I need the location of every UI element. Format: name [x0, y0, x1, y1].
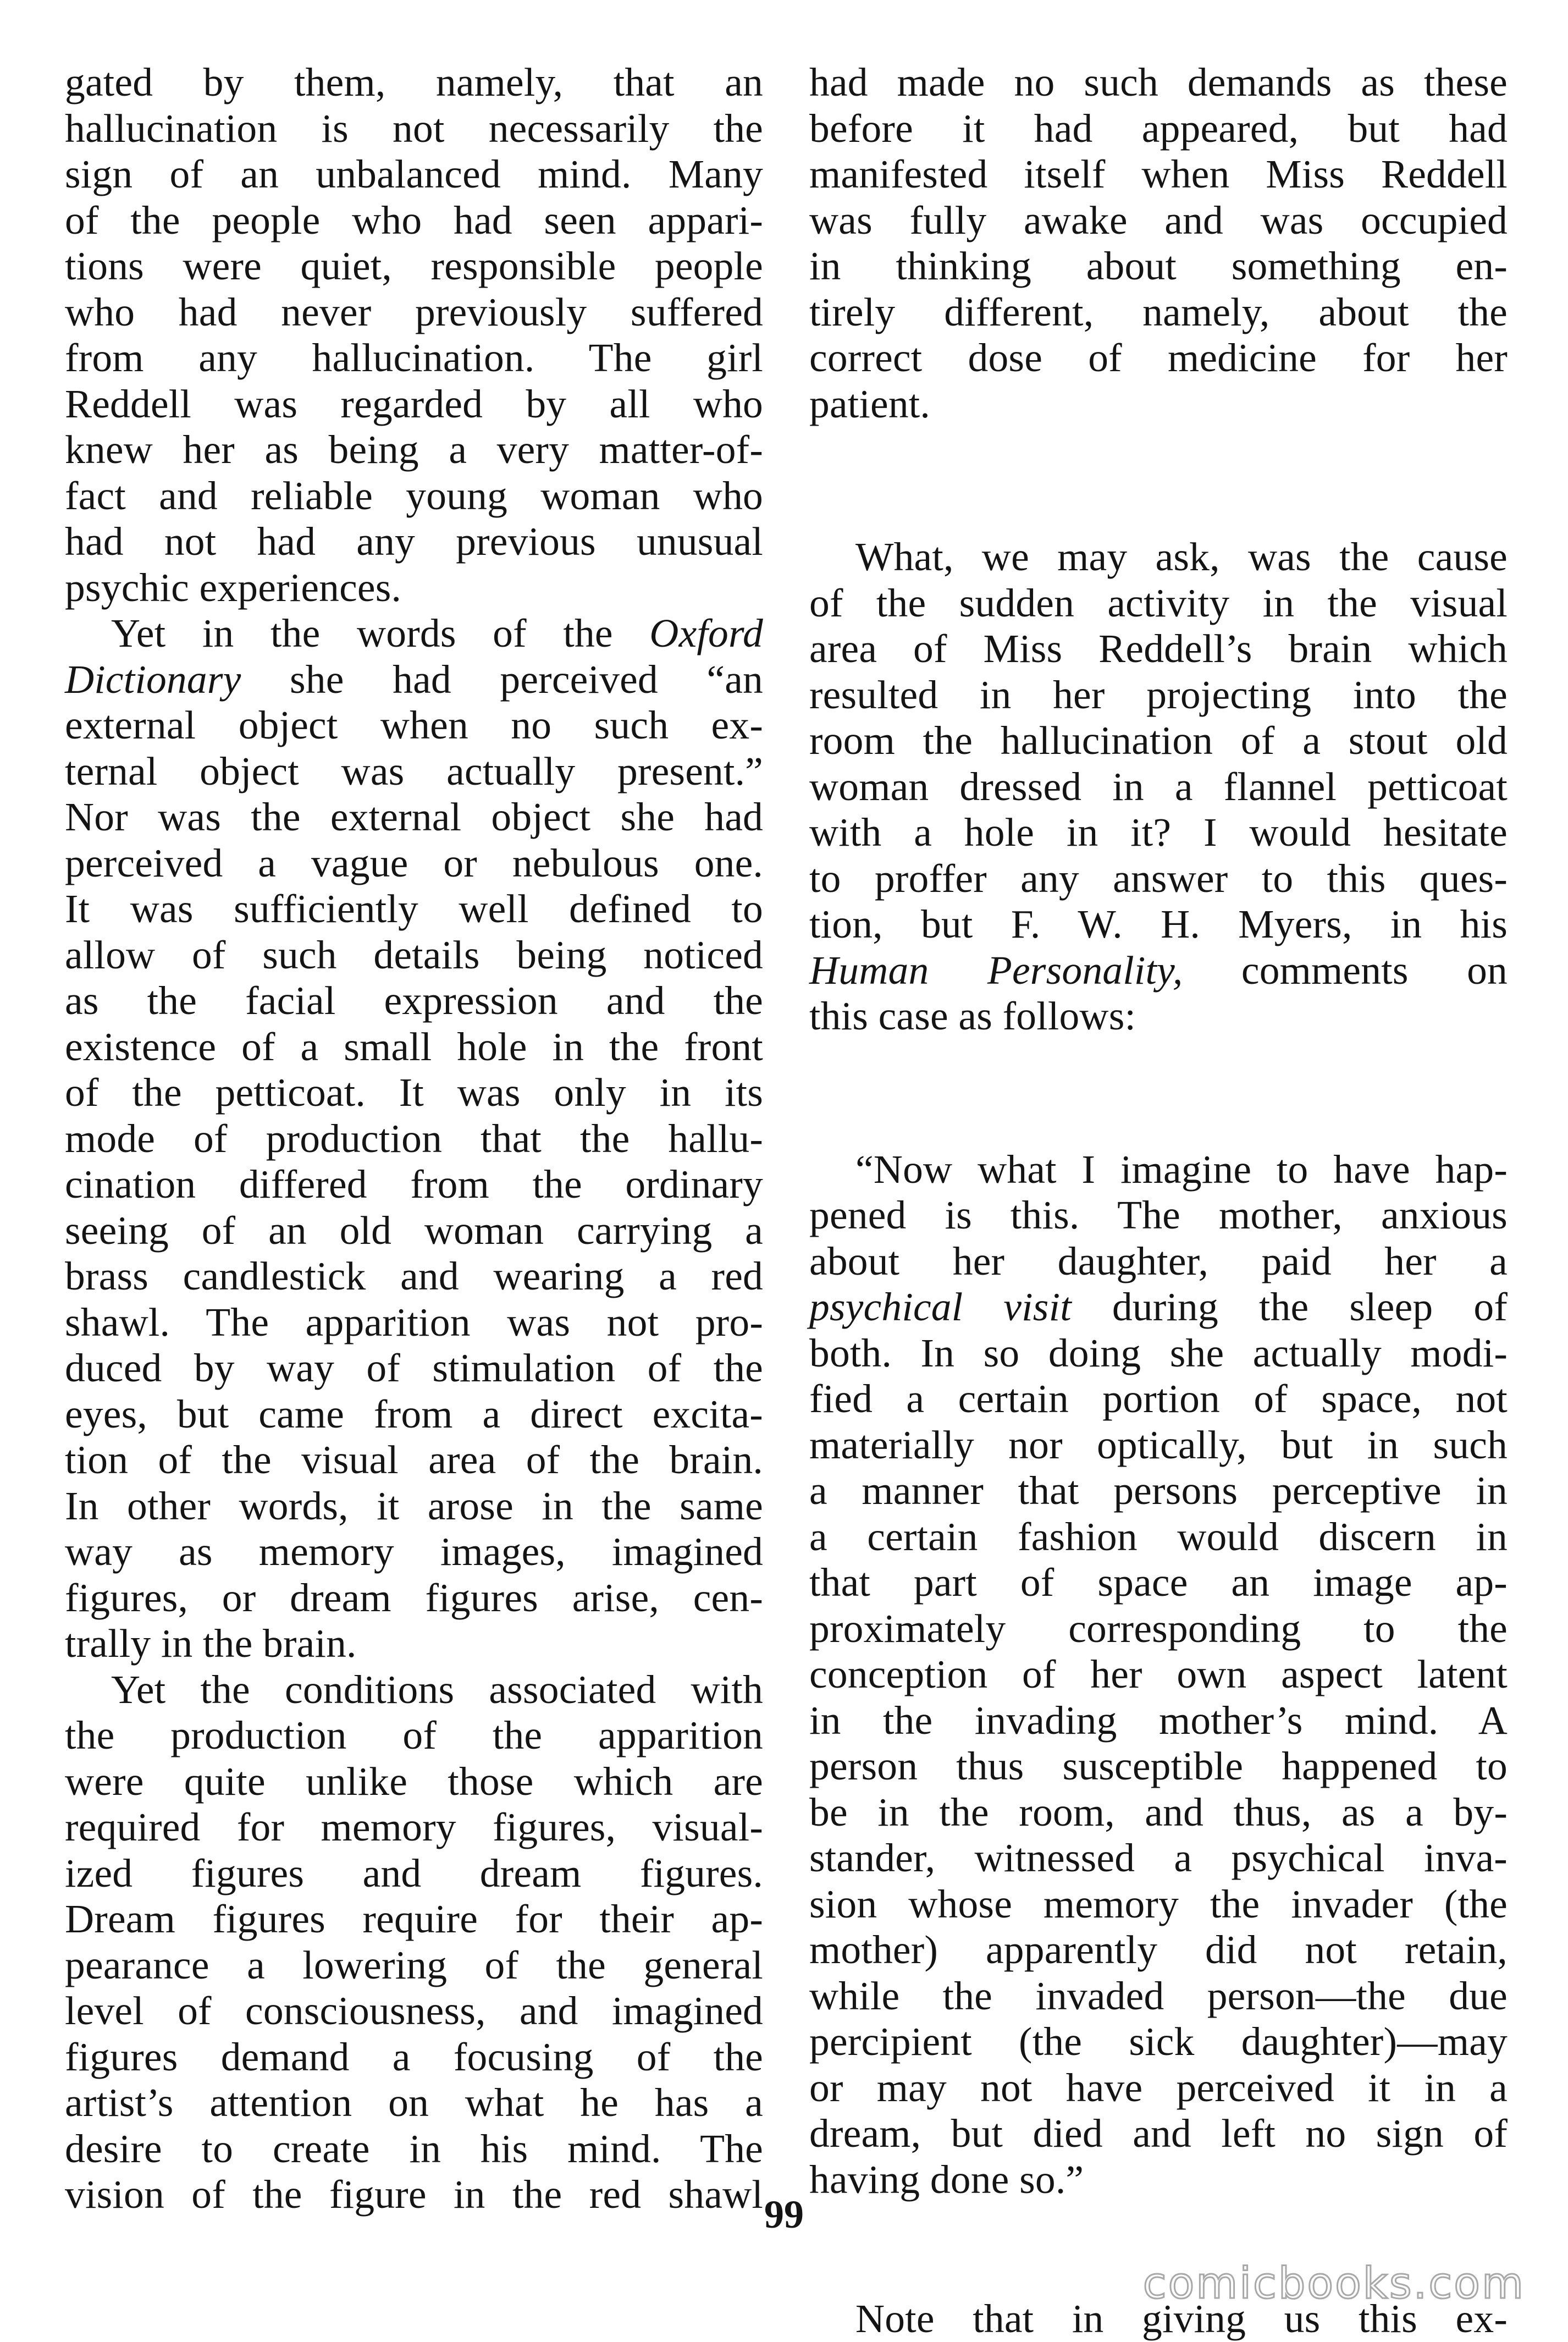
text-line: Nor was the external object she had [65, 795, 763, 839]
text-line: psychical visit during the sleep of [809, 1285, 1508, 1329]
text-line: Dream figures require for their ap- [65, 1897, 763, 1941]
text-line: tion, but F. W. H. Myers, in his [809, 902, 1508, 946]
paragraph-gap [809, 427, 1508, 534]
text-line: Note that in giving us this ex- [855, 2296, 1508, 2341]
text-line: patient. [809, 381, 930, 426]
text-line: a manner that persons perceptive in [809, 1468, 1508, 1513]
text-line: What, we may ask, was the cause [855, 534, 1508, 579]
text-line: mode of production that the hallu- [65, 1116, 763, 1161]
text-line: It was sufficiently well defined to [65, 886, 763, 931]
text-line: had made no such demands as these [809, 60, 1508, 104]
text-line: ized figures and dream figures. [65, 1850, 763, 1895]
text-line: fact and reliable young woman who [65, 473, 763, 518]
text-line: Human Personality, comments on [809, 947, 1508, 993]
text-line: resulted in her projecting into the [809, 672, 1508, 717]
paragraph-gap [809, 1039, 1508, 1147]
left-column [65, 59, 763, 2218]
text-line: Dictionary she had perceived “an [65, 657, 763, 702]
text-line: ternal object was actually present.” [65, 748, 763, 793]
text-line: both. In so doing she actually modi- [809, 1330, 1508, 1375]
text-line: person thus susceptible happened to [809, 1744, 1508, 1788]
text-line: pened is this. The mother, anxious [809, 1193, 1508, 1237]
text-line: before it had appeared, but had [809, 106, 1508, 151]
quotation [809, 1147, 1508, 2203]
text-line: vision of the figure in the red shawl [65, 2172, 763, 2217]
text-line: trally in the brain. [65, 1621, 357, 1666]
text-line: figures, or dream figures arise, cen- [65, 1575, 763, 1620]
text-line: sion whose memory the invader (the [809, 1881, 1508, 1926]
text-line: fied a certain portion of space, not [809, 1376, 1508, 1421]
text-line: Yet the conditions associated with [111, 1667, 763, 1712]
text-line: percipient (the sick daughter)—may [809, 2019, 1508, 2064]
text-line: from any hallucination. The girl [65, 335, 763, 380]
text-line: woman dressed in a flannel petticoat [809, 764, 1508, 809]
text-line: to proffer any answer to this ques- [809, 856, 1508, 901]
text-line: about her daughter, paid her a [809, 1238, 1508, 1283]
text-line: tions were quiet, responsible people [65, 244, 763, 288]
text-line: of the people who had seen appari- [65, 197, 763, 243]
text-line: this case as follows: [809, 994, 1136, 1038]
text-line: external object when no such ex- [65, 703, 763, 747]
paragraph [809, 59, 1508, 427]
text-line: tion of the visual area of the brain. [65, 1437, 763, 1482]
text-line: gated by them, namely, that an [65, 60, 763, 104]
text-line: were quite unlike those which are [65, 1759, 763, 1804]
text-line: room the hallucination of a stout old [809, 718, 1508, 763]
text-line: was fully awake and was occupied [809, 197, 1508, 243]
text-line: existence of a small hole in the front [65, 1024, 763, 1069]
text-line: Yet in the words of the Oxford [111, 611, 763, 655]
text-line: the production of the apparition [65, 1713, 763, 1757]
text-line: with a hole in it? I would hesitate [809, 810, 1508, 855]
text-line: dream, but died and left no sign of [809, 2111, 1508, 2156]
text-line: materially nor optically, but in such [809, 1422, 1508, 1467]
text-line: seeing of an old woman carrying a [65, 1208, 763, 1253]
text-line: pearance a lowering of the general [65, 1942, 763, 1987]
paragraph [809, 534, 1508, 1039]
watermark-logo: comicbooks.com [1142, 2259, 1525, 2308]
text-line: in thinking about something en- [809, 244, 1508, 288]
text-line: area of Miss Reddell’s brain which [809, 626, 1508, 671]
text-line: desire to create in his mind. The [65, 2126, 763, 2171]
text-line: brass candlestick and wearing a red [65, 1254, 763, 1298]
text-line: while the invaded person—the due [809, 1973, 1508, 2018]
text-line: shawl. The apparition was not pro- [65, 1299, 763, 1344]
text-line: having done so.” [809, 2157, 1084, 2202]
text-line: in the invading mother’s mind. A [809, 1698, 1508, 1743]
text-line: Reddell was regarded by all who [65, 381, 763, 426]
text-line: or may not have perceived it in a [809, 2065, 1508, 2110]
text-line: eyes, but came from a direct excita- [65, 1391, 763, 1436]
text-line: of the sudden activity in the visual [809, 580, 1508, 625]
right-column [809, 59, 1508, 2342]
text-line: tirely different, namely, about the [809, 289, 1508, 334]
text-line: knew her as being a very matter-of- [65, 427, 763, 472]
text-line: allow of such details being noticed [65, 932, 763, 977]
text-line: that part of space an image ap- [809, 1560, 1508, 1605]
text-line: as the facial expression and the [65, 978, 763, 1023]
text-line: stander, witnessed a psychical inva- [809, 1836, 1508, 1880]
text-line: In other words, it arose in the same [65, 1483, 763, 1528]
text-line: figures demand a focusing of the [65, 2034, 763, 2079]
text-line: artist’s attention on what he has a [65, 2080, 763, 2125]
text-line: cination differed from the ordinary [65, 1162, 763, 1206]
text-line: had not had any previous unusual [65, 519, 763, 564]
text-line: conception of her own aspect latent [809, 1652, 1508, 1696]
text-line: perceived a vague or nebulous one. [65, 840, 763, 885]
text-line: a certain fashion would discern in [809, 1514, 1508, 1559]
page-number: 99 [764, 2192, 804, 2236]
text-line: required for memory figures, visual- [65, 1805, 763, 1849]
text-line: who had never previously suffered [65, 289, 763, 334]
text-line: psychic experiences. [65, 565, 402, 610]
text-line: sign of an unbalanced mind. Many [65, 152, 763, 196]
text-line: be in the room, and thus, as a by- [809, 1789, 1508, 1834]
text-line: proximately corresponding to the [809, 1606, 1508, 1651]
text-line: duced by way of stimulation of the [65, 1346, 763, 1390]
text-line: hallucination is not necessarily the [65, 106, 763, 151]
text-line: level of consciousness, and imagined [65, 1988, 763, 2033]
text-line: of the petticoat. It was only in its [65, 1070, 763, 1115]
text-line: mother) apparently did not retain, [809, 1927, 1508, 1972]
text-line: “Now what I imagine to have hap- [855, 1147, 1508, 1192]
text-line: correct dose of medicine for her [809, 335, 1508, 380]
text-line: manifested itself when Miss Reddell [809, 152, 1508, 196]
text-line: way as memory images, imagined [65, 1529, 763, 1574]
